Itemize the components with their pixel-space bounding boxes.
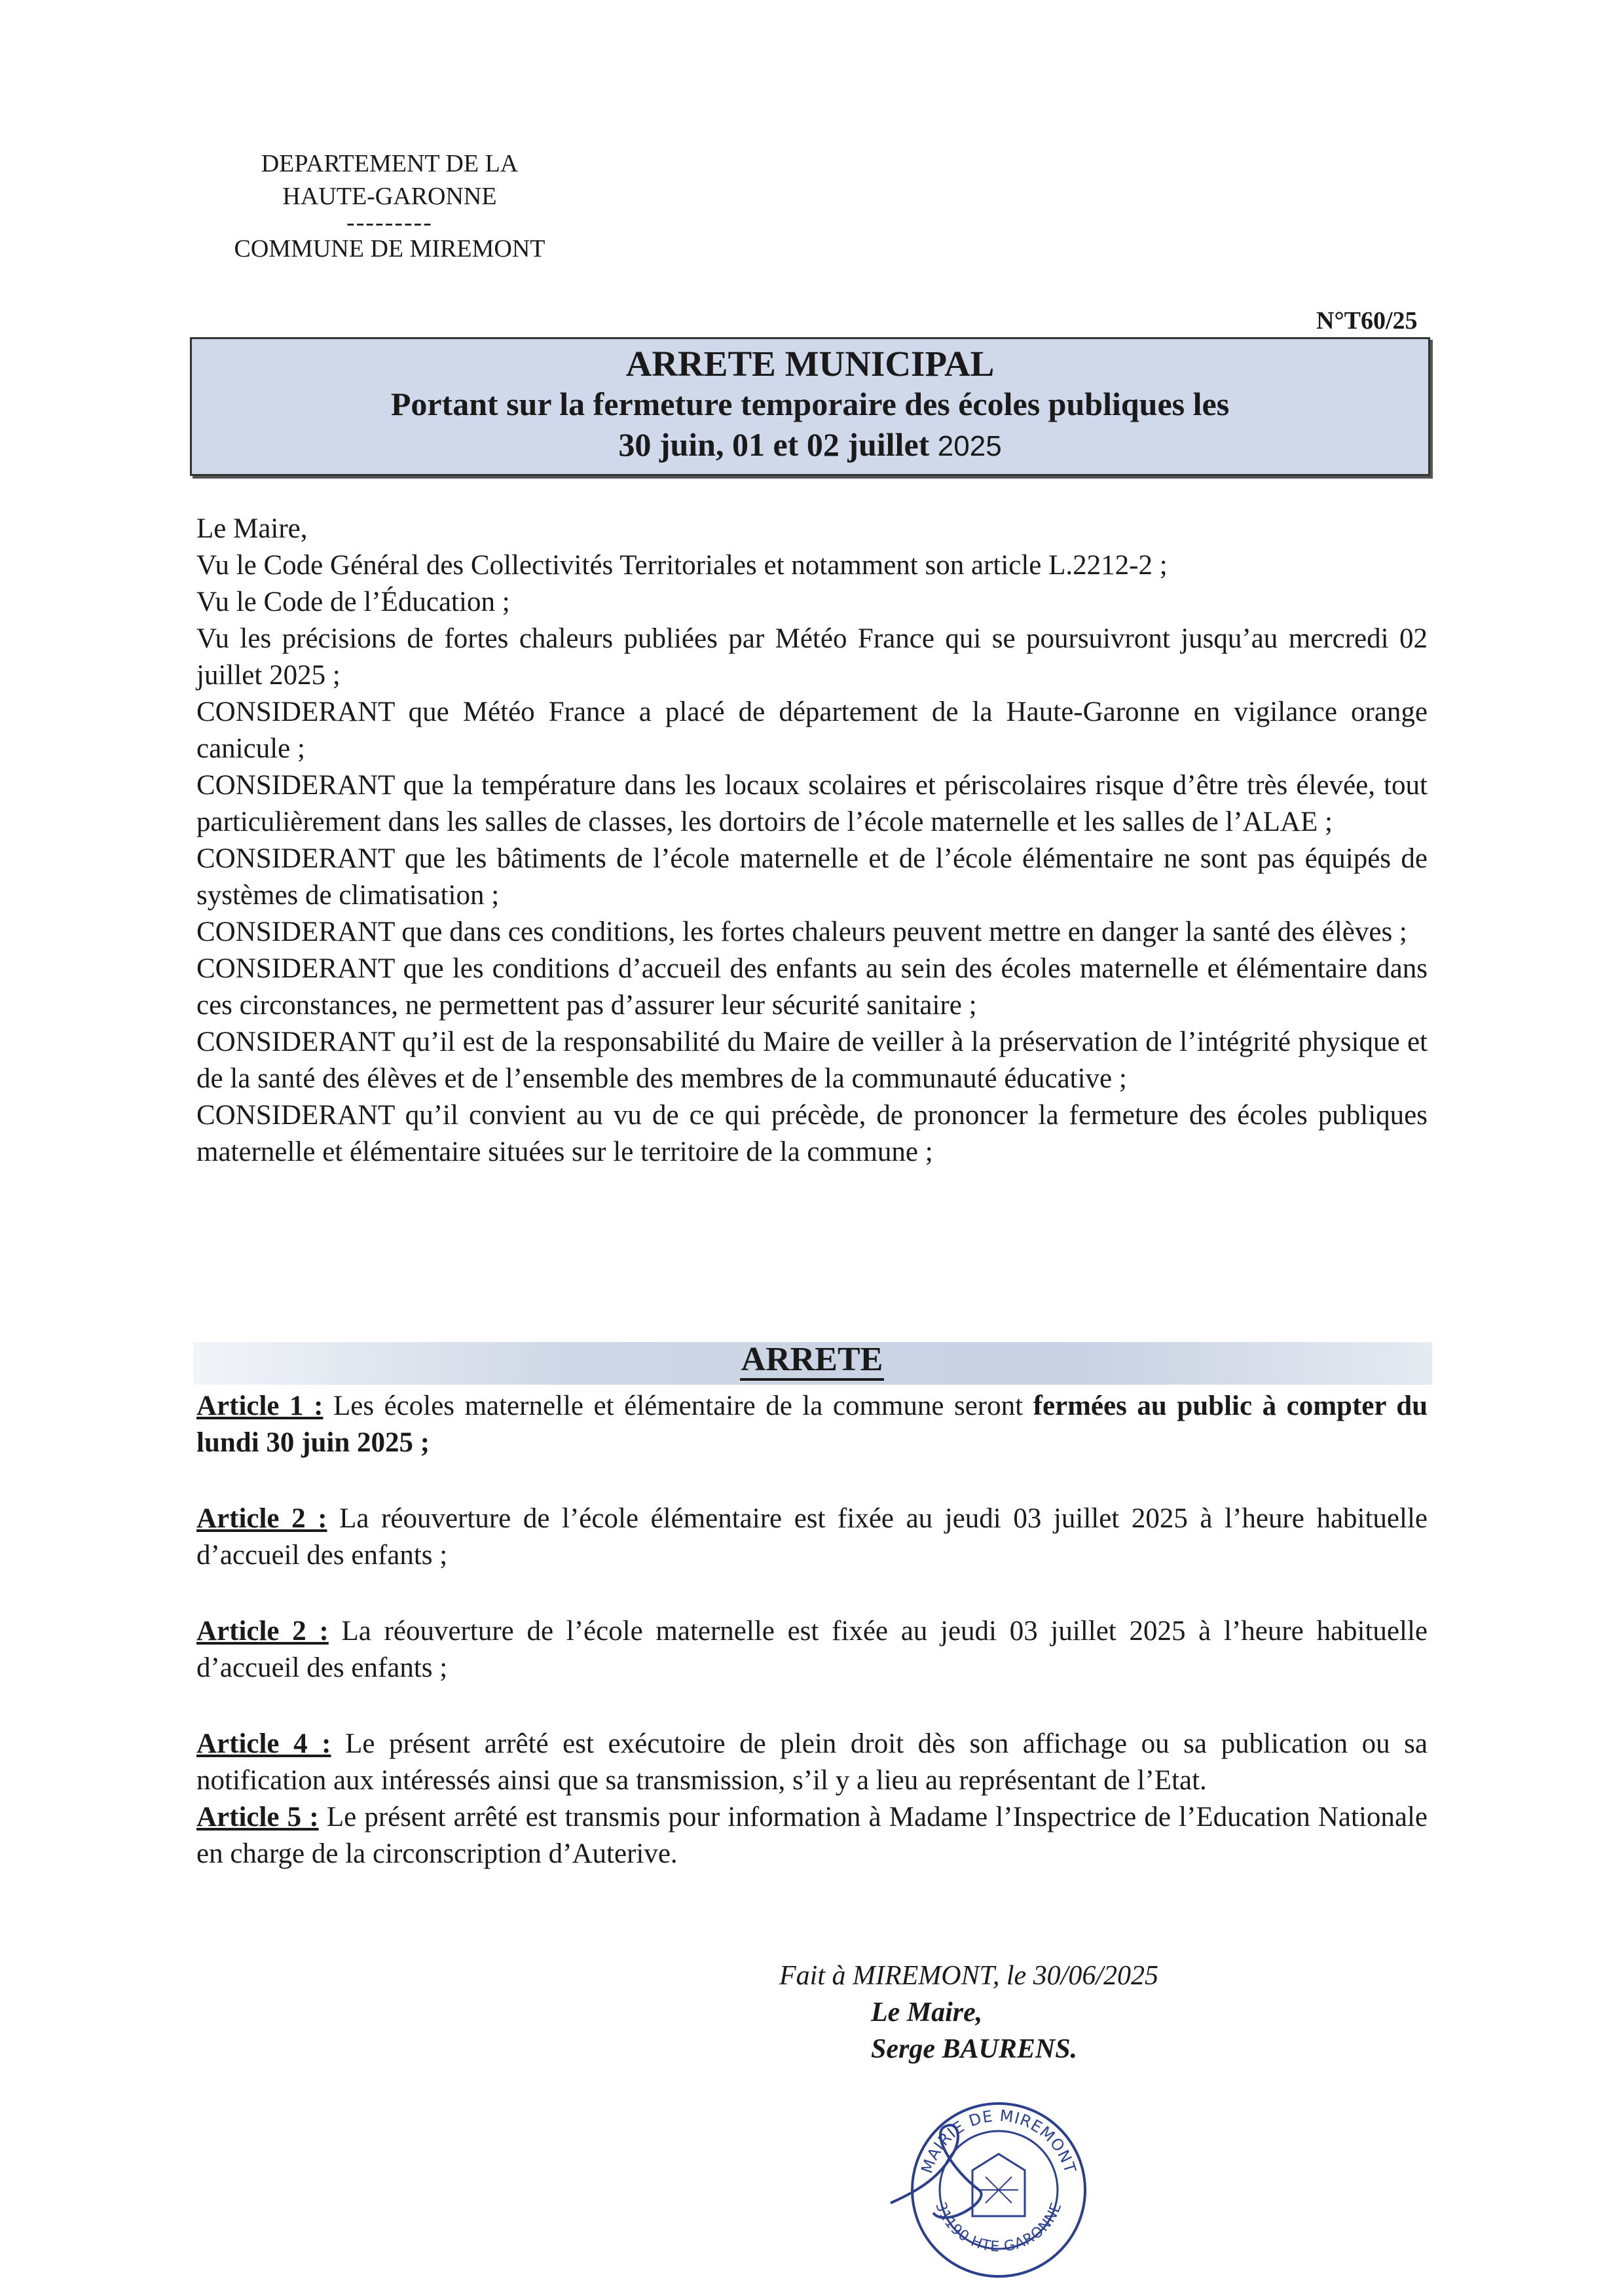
preamble-line: Vu le Code de l’Éducation ; xyxy=(196,587,510,617)
header-commune: COMMUNE DE MIREMONT xyxy=(234,235,545,263)
official-seal-stamp xyxy=(881,2092,1116,2288)
header-region: HAUTE-GARONNE xyxy=(282,183,497,210)
article-label: Article 4 : xyxy=(196,1728,331,1759)
header-separator: --------- xyxy=(346,209,433,236)
subtitle-dates: 30 juin, 01 et 02 juillet xyxy=(618,426,930,463)
article-text: Les écoles maternelle et élémentaire de la commune seront xyxy=(333,1391,1024,1421)
issuer-header xyxy=(213,147,566,265)
article-text: La réouverture de l’école élémentaire est fixée au jeudi 03 juillet 2025 à l’heure habituelle d’accueil des enfants ; xyxy=(196,1503,1428,1571)
article-label: Article 5 : xyxy=(196,1802,319,1832)
document-title: ARRETE MUNICIPAL xyxy=(625,344,995,384)
svg-text:31190 HTE GARONNE xyxy=(932,2200,1065,2255)
signature-block xyxy=(779,1958,1277,2068)
decree-heading-text: ARRETE xyxy=(740,1341,885,1381)
article-text: Le présent arrêté est exécutoire de plein droit dès son affichage ou sa publication ou sa notification aux intéressés ainsi que sa transmission, s’il y a lieu au représentant de l’Etat. xyxy=(196,1728,1428,1796)
article-label: Article 1 : xyxy=(196,1391,323,1421)
article-label: Article 2 : xyxy=(196,1616,329,1647)
article-5 xyxy=(196,1799,1428,1872)
article-4 xyxy=(196,1726,1428,1799)
preamble-line: CONSIDERANT qu’il convient au vu de ce qui précède, de prononcer la fermeture des écoles publiques maternelle et élémentaire situées sur le territoire de la commune ; xyxy=(196,1100,1428,1167)
stamp-top-text: MAIRIE DE MIREMONT xyxy=(917,2106,1080,2176)
article-text: Le présent arrêté est transmis pour information à Madame l’Inspectrice de l’Education Nationale en charge de la circonscription d’Auterive. xyxy=(196,1802,1428,1869)
article-bold-text: fermées au public à compter du lundi 30 juin 2025 ; xyxy=(196,1391,1428,1458)
stamp-bottom-text: 31190 HTE GARONNE xyxy=(932,2200,1065,2256)
subtitle-year: 2025 xyxy=(937,430,1002,462)
article-1 xyxy=(196,1388,1428,1461)
document-subtitle-line1: Portant sur la fermeture temporaire des écoles publiques les xyxy=(390,386,1230,422)
svg-text:MAIRIE DE MIREMONT xyxy=(917,2107,1079,2176)
document-subtitle-line2 xyxy=(192,424,1428,467)
preamble-line: Vu les précisions de fortes chaleurs publiées par Météo France qui se poursuivront jusqu’au mercredi 02 juillet 2025 ; xyxy=(196,623,1428,691)
signature-role: Le Maire, xyxy=(871,1997,983,2028)
article-label: Article 2 : xyxy=(196,1503,327,1534)
decree-heading xyxy=(0,1337,1624,1383)
preamble-line: Le Maire, xyxy=(196,513,308,544)
title-box xyxy=(190,337,1430,476)
preamble-line: Vu le Code Général des Collectivités Territoriales et notamment son article L.2212-2 ; xyxy=(196,550,1168,581)
preamble-line: CONSIDERANT qu’il est de la responsabilité du Maire de veiller à la préservation de l’intégrité physique et de la santé des élèves et de l’ensemble des membres de la communauté éducative ; xyxy=(196,1027,1428,1094)
decree-reference-number: N°T60/25 xyxy=(1316,307,1418,335)
article-text: La réouverture de l’école maternelle est fixée au jeudi 03 juillet 2025 à l’heure habituelle d’accueil des enfants ; xyxy=(196,1616,1428,1683)
header-department: DEPARTEMENT DE LA xyxy=(261,150,519,177)
preamble xyxy=(196,511,1428,1171)
preamble-line: CONSIDERANT que les conditions d’accueil des enfants au sein des écoles maternelle et élémentaire dans ces circonstances, ne permettent pas d’assurer leur sécurité sanitaire ; xyxy=(196,953,1428,1021)
articles xyxy=(196,1388,1428,1872)
preamble-line: CONSIDERANT que Météo France a placé de département de la Haute-Garonne en vigilance orange canicule ; xyxy=(196,697,1428,764)
preamble-line: CONSIDERANT que dans ces conditions, les fortes chaleurs peuvent mettre en danger la santé des élèves ; xyxy=(196,917,1407,947)
signature-place-date: Fait à MIREMONT, le 30/06/2025 xyxy=(779,1961,1158,1991)
signature-name: Serge BAURENS. xyxy=(871,2034,1078,2064)
article-2 xyxy=(196,1501,1428,1574)
article-2-bis xyxy=(196,1613,1428,1686)
preamble-line: CONSIDERANT que la température dans les locaux scolaires et périscolaires risque d’être très élevée, tout particulièrement dans les salles de classes, les dortoirs de l’école maternelle et les salles de l’ALAE ; xyxy=(196,770,1428,837)
preamble-line: CONSIDERANT que les bâtiments de l’école maternelle et de l’école élémentaire ne sont pas équipés de systèmes de climatisation ; xyxy=(196,843,1428,911)
